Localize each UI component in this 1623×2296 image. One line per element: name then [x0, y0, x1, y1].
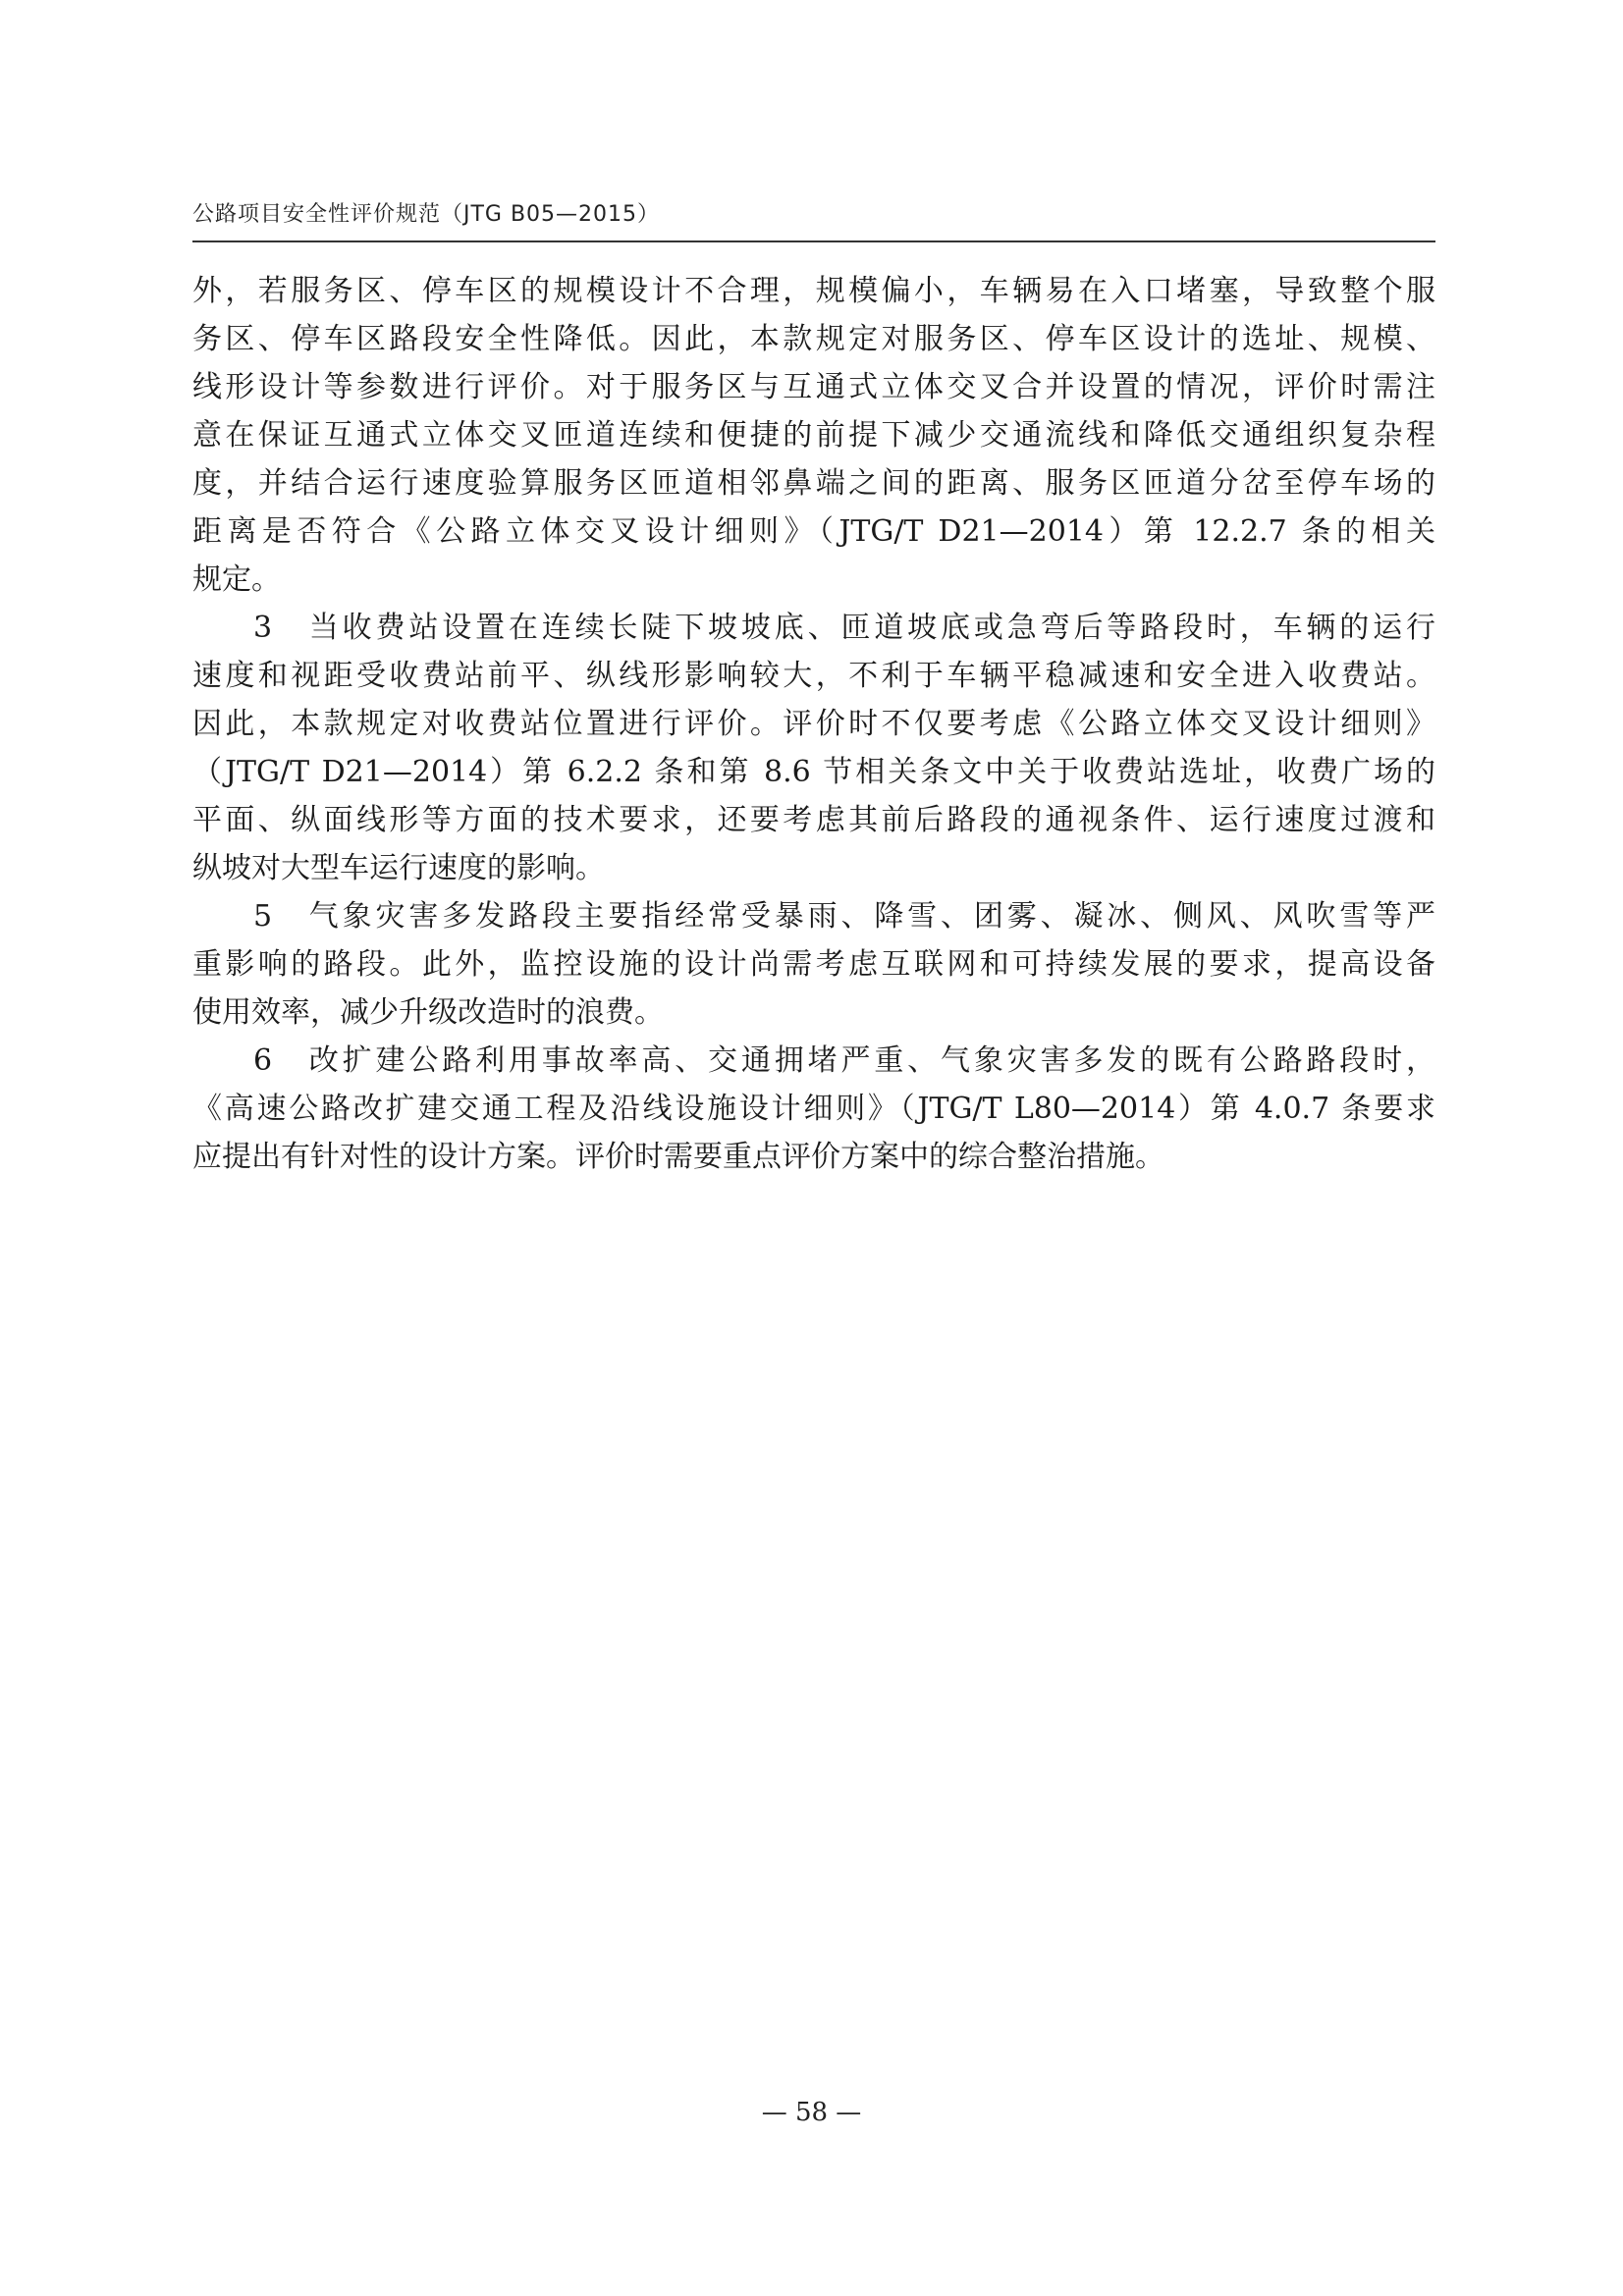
text-line: 因此，本款规定对收费站位置进行评价。评价时不仅要考虑《公路立体交叉设计细则》: [192, 707, 1435, 741]
text-line: 纵坡对大型车运行速度的影响。: [192, 851, 605, 885]
text-line: 重影响的路段。此外，监控设施的设计尚需考虑互联网和可持续发展的要求，提高设备: [192, 947, 1435, 982]
text-line: 距离是否符合《公路立体交叉设计细则》（JTG/T D21—2014）第 12.2.7 条的相关: [192, 514, 1435, 549]
text-line: 度，并结合运行速度验算服务区匝道相邻鼻端之间的距离、服务区匝道分岔至停车场的: [192, 466, 1435, 501]
paragraph-start-line: 5 气象灾害多发路段主要指经常受暴雨、降雪、团雾、凝冰、侧风、风吹雪等严: [253, 899, 1435, 934]
text-line: 规定。: [192, 562, 281, 597]
text-line: 务区、停车区路段安全性降低。因此，本款规定对服务区、停车区设计的选址、规模、: [192, 322, 1435, 356]
paragraph-start-line: 6 改扩建公路利用事故率高、交通拥堵严重、气象灾害多发的既有公路路段时，: [253, 1043, 1435, 1078]
paragraph-start-line: 3 当收费站设置在连续长陡下坡坡底、匝道坡底或急弯后等路段时，车辆的运行: [253, 611, 1435, 645]
body-text: [192, 267, 1435, 1181]
text-line: 外，若服务区、停车区的规模设计不合理，规模偏小，车辆易在入口堵塞，导致整个服: [192, 274, 1435, 308]
text-line: 《高速公路改扩建交通工程及沿线设施设计细则》（JTG/T L80—2014）第 4.0.7 条要求: [192, 1092, 1435, 1126]
text-line: 速度和视距受收费站前平、纵线形影响较大，不利于车辆平稳减速和安全进入收费站。: [192, 659, 1435, 693]
text-line: 线形设计等参数进行评价。对于服务区与互通式立体交叉合并设置的情况，评价时需注: [192, 370, 1435, 404]
text-line: 平面、纵面线形等方面的技术要求，还要考虑其前后路段的通视条件、运行速度过渡和: [192, 803, 1435, 837]
text-line: 意在保证互通式立体交叉匝道连续和便捷的前提下减少交通流线和降低交通组织复杂程: [192, 418, 1435, 453]
running-header: 公路项目安全性评价规范（JTG B05—2015）: [192, 202, 661, 227]
text-line: （JTG/T D21—2014）第 6.2.2 条和第 8.6 节相关条文中关于收费站选址，收费广场的: [192, 755, 1435, 789]
text-line: 应提出有针对性的设计方案。评价时需要重点评价方案中的综合整治措施。: [192, 1140, 1164, 1174]
text-line: 使用效率，减少升级改造时的浪费。: [192, 995, 664, 1030]
header-rule: [192, 240, 1435, 242]
page-number: — 58 —: [761, 2098, 862, 2127]
